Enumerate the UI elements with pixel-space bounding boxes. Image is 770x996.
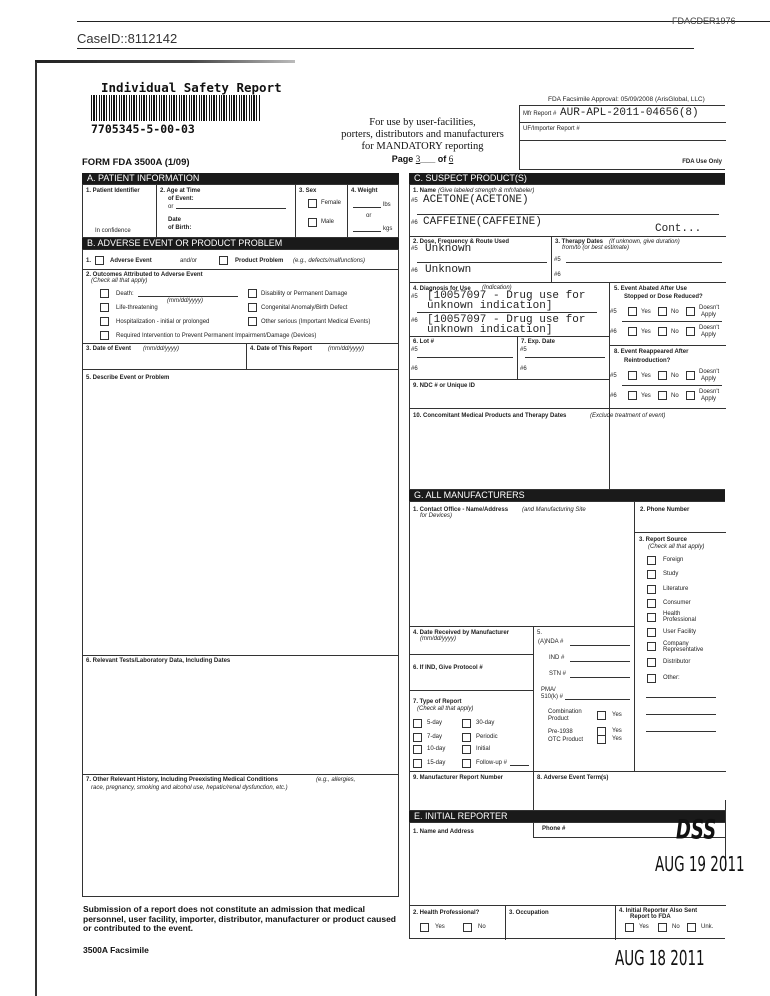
type-15day-checkbox[interactable] (413, 759, 422, 768)
tag-6: #6 (411, 220, 418, 226)
divider (615, 905, 616, 940)
doesnt-label: Doesn't (699, 389, 720, 395)
yes-label: Yes (641, 373, 651, 379)
abated-6-doesnt-apply[interactable] (686, 327, 695, 336)
unk-label: Unk. (701, 924, 714, 930)
source-health-professional-checkbox[interactable] (647, 613, 656, 622)
yes-label: Yes (435, 924, 445, 930)
age-input[interactable] (176, 208, 286, 209)
name-address-label: 1. Name and Address (413, 829, 474, 835)
phone-number-label: 2. Phone Number (640, 507, 690, 513)
case-id: CaseID::8112142 (77, 31, 178, 46)
protocol-label: 6. If IND, Give Protocol # (413, 665, 483, 671)
source-consumer-label: Consumer (663, 600, 691, 606)
other-history-hint-1: (e.g., allergies, (316, 777, 356, 783)
suspect-product-box (409, 184, 725, 490)
other-line-2[interactable] (646, 714, 716, 715)
other-history-field[interactable] (85, 795, 396, 895)
tag-6: #6 (520, 366, 527, 372)
product-6-diagnosis-1[interactable]: [10057097 - Drug use for (427, 314, 586, 326)
date-of-report-label: 4. Date of This Report (250, 346, 313, 352)
type-of-report-label: 7. Type of Report (413, 699, 462, 705)
divider (517, 336, 518, 379)
type-10day-checkbox[interactable] (413, 745, 422, 754)
divider (634, 741, 635, 771)
type-initial-checkbox[interactable] (462, 745, 471, 754)
source-study-label: Study (663, 571, 679, 577)
male-checkbox[interactable] (308, 218, 317, 227)
type-initial-label: Initial (476, 746, 491, 752)
source-user-facility-checkbox[interactable] (647, 628, 656, 637)
age-label: 2. Age at Time (160, 188, 201, 194)
concomitant-hint: (Exclude treatment of event) (590, 413, 666, 419)
describe-event-label: 5. Describe Event or Problem (86, 375, 170, 381)
yes-label: Yes (612, 728, 622, 734)
abated-6-no[interactable] (658, 327, 667, 336)
no-label: No (671, 393, 679, 399)
relevant-tests-field[interactable] (85, 668, 396, 773)
divider (410, 379, 609, 380)
divider (505, 905, 506, 940)
item5-label: 5. (537, 630, 543, 636)
divider (410, 626, 634, 627)
product-6-name[interactable]: CAFFEINE(CAFFEINE) (423, 216, 542, 228)
received-stamp-2: AUG 18 2011 (615, 946, 705, 971)
therapy-5-input[interactable] (566, 262, 722, 263)
divider (609, 345, 726, 346)
continued-label: Cont... (655, 223, 702, 235)
form-id: FORM FDA 3500A (1/09) (82, 157, 190, 168)
divider (83, 369, 398, 370)
page-top-edge (35, 60, 295, 63)
weight-kgs-input[interactable] (353, 231, 381, 232)
page-total: 6 (448, 154, 454, 164)
source-company-rep-checkbox[interactable] (647, 642, 656, 651)
section-g-header: G. ALL MANUFACTURERS (409, 490, 725, 501)
page-current: 3 (415, 154, 421, 164)
divider (622, 385, 722, 386)
divider (83, 343, 398, 344)
disability-checkbox[interactable] (248, 289, 257, 298)
death-checkbox[interactable] (100, 289, 109, 298)
no-label: No (672, 924, 680, 930)
therapy-hint: (If unknown, give duration) (609, 239, 680, 245)
type-15day-label: 15-day (427, 760, 446, 766)
approval-note: FDA Facsimile Approval: 05/09/2008 (ArisGlobal, LLC) (548, 96, 705, 103)
also-sent-label-2: Report to FDA (630, 914, 671, 920)
contact-office-hint-2: for Devices) (420, 513, 453, 519)
header-rule-top (77, 21, 770, 22)
tag-5: #5 (554, 257, 561, 263)
product-problem-hint: (e.g., defects/malfunctions) (293, 258, 366, 264)
concomitant-label: 10. Concomitant Medical Products and Therapy Dates (413, 413, 567, 419)
product-problem-label: Product Problem (235, 258, 284, 264)
doesnt-label: Doesn't (699, 305, 720, 311)
patient-identifier-label: 1. Patient Identifier (86, 188, 140, 194)
hospitalization-checkbox[interactable] (100, 317, 109, 326)
followup-number-input[interactable] (510, 765, 529, 766)
reappeared-5-doesnt-apply[interactable] (686, 371, 695, 380)
product-label: Product (548, 716, 569, 722)
adverse-event-checkbox[interactable] (95, 256, 104, 265)
abated-6-yes[interactable] (628, 327, 637, 336)
type-30day-checkbox[interactable] (462, 719, 471, 728)
corner-code: FDACDER1976 (672, 16, 736, 26)
type-10day-label: 10-day (427, 746, 446, 752)
usage-line-3: for MANDATORY reporting (361, 141, 484, 152)
product-problem-checkbox[interactable] (219, 256, 228, 265)
page-left-edge (35, 62, 37, 996)
sex-label: 3. Sex (299, 188, 317, 194)
required-intervention-label: Required Intervention to Prevent Permanent Impairment/Damage (Devices) (116, 333, 317, 339)
occupation-label: 3. Occupation (509, 910, 549, 916)
page-indicator: Page 3___ of 6 (391, 154, 454, 164)
health-prof-no-checkbox[interactable] (463, 923, 472, 932)
divider (417, 214, 719, 215)
divider (410, 336, 609, 337)
divider (417, 262, 547, 263)
tag-5: #5 (411, 246, 418, 252)
mfr-report-value[interactable]: AUR-APL-2011-04656(8) (560, 107, 699, 119)
name-hint: (Give labeled strength & mfr/labeler) (438, 188, 535, 194)
disclaimer: Submission of a report does not constitute an admission that medical personnel, user facility, importer, distributor, manufacturer or product caused or contributed to the event. (83, 904, 396, 933)
page-of: of (437, 154, 447, 164)
divider (533, 626, 534, 742)
source-consumer-checkbox[interactable] (647, 599, 656, 608)
source-health-professional-label: Health Professional (663, 611, 697, 623)
ind-label: IND # (549, 655, 565, 661)
product-5-dose[interactable]: Unknown (425, 243, 472, 255)
also-sent-label-1: 4. Initial Reporter Also Sent (619, 908, 698, 914)
type-followup-label: Follow-up # (476, 760, 508, 766)
weight-or: or (366, 213, 372, 219)
or-label: or (168, 204, 174, 210)
also-sent-yes-checkbox[interactable] (625, 923, 634, 932)
also-sent-no-checkbox[interactable] (658, 923, 667, 932)
source-literature-label: Literature (663, 586, 689, 592)
relevant-tests-label: 6. Relevant Tests/Laboratory Data, Including Dates (86, 658, 231, 664)
lot-label: 6. Lot # (413, 339, 435, 345)
divider (417, 312, 597, 313)
outcomes-hint: (Check all that apply) (91, 278, 148, 284)
otc-yes-checkbox[interactable] (597, 735, 606, 744)
abated-5-no[interactable] (658, 307, 667, 316)
apply-label: Apply (701, 376, 717, 382)
510k-label: 510(k) # (541, 694, 564, 700)
female-label: Female (321, 200, 342, 206)
tag-6: #6 (411, 366, 418, 372)
source-company-rep-label: Company Representative (663, 641, 704, 653)
health-professional-label: 2. Health Professional? (413, 910, 480, 916)
reappeared-label-2: Reintroduction? (624, 358, 671, 364)
exp-5-input[interactable] (525, 357, 605, 358)
life-threatening-label: Life-threatening (116, 305, 158, 311)
tag-6: #6 (610, 329, 617, 335)
hospitalization-label: Hospitalization - initial or prolonged (116, 319, 210, 325)
type-followup-checkbox[interactable] (462, 759, 471, 768)
death-date-input[interactable] (138, 296, 238, 297)
yes-label: Yes (641, 329, 651, 335)
usage-note (330, 117, 515, 165)
apply-label: Apply (701, 396, 717, 402)
dss-stamp: DSS (676, 813, 717, 846)
barcode-number: 7705345-5-00-03 (91, 122, 195, 136)
page-label: Page (391, 154, 414, 164)
lbs-label: lbs (383, 202, 391, 208)
dob-sub: of Birth: (168, 225, 192, 231)
divider (410, 282, 726, 283)
divider (295, 185, 296, 238)
type-of-report-hint: (Check all that apply) (417, 706, 474, 712)
divider (533, 771, 534, 811)
header-rule-bottom (77, 48, 694, 49)
source-literature-checkbox[interactable] (647, 585, 656, 594)
ndc-label: 9. NDC # or Unique ID (413, 383, 476, 389)
type-5day-checkbox[interactable] (413, 719, 422, 728)
barcode (91, 95, 261, 121)
tag-5: #5 (411, 198, 418, 204)
other-line-1[interactable] (646, 697, 716, 698)
stn-input[interactable] (570, 677, 630, 678)
male-label: Male (321, 219, 335, 225)
pre1938-label: Pre-1938 (548, 729, 573, 735)
divider (634, 502, 635, 742)
source-other-label: Other: (663, 675, 680, 681)
health-prof-yes-checkbox[interactable] (420, 923, 429, 932)
other-serious-checkbox[interactable] (248, 317, 257, 326)
and-or-label: and/or (180, 258, 198, 264)
doesnt-label: Doesn't (699, 325, 720, 331)
mfr-report-box (519, 105, 725, 170)
phone-label: Phone # (542, 826, 566, 832)
divider (533, 741, 534, 771)
tag-5: #5 (520, 347, 527, 353)
therapy-hint-2: from/to (or best estimate) (562, 245, 630, 251)
tag-5: #5 (411, 294, 418, 300)
name-label: 1. Name (413, 188, 437, 194)
barcode-title: Individual Safety Report (101, 80, 282, 95)
mfr-report-row (520, 106, 726, 123)
divider (156, 185, 157, 238)
tag-5: #5 (411, 347, 418, 353)
date-received-hint: (mm/dd/yyyy) (420, 636, 456, 642)
patient-info-box (82, 184, 399, 238)
divider (410, 771, 726, 772)
required-intervention-checkbox[interactable] (100, 331, 109, 340)
fda-use-only: FDA Use Only (682, 159, 722, 165)
no-label: No (478, 924, 486, 930)
tag-5: #5 (610, 373, 617, 379)
yes-label: Yes (639, 924, 649, 930)
divider (410, 408, 726, 409)
no-label: No (671, 309, 679, 315)
date-of-event-hint: (mm/dd/yyyy) (143, 346, 179, 352)
tag-6: #6 (411, 268, 418, 274)
divider (533, 823, 534, 837)
other-history-hint-2: race, pregnancy, smoking and alcohol use, hepatic/renal dysfunction, etc.) (91, 785, 288, 791)
usage-line-2: porters, distributors and manufacturers (341, 129, 504, 140)
other-line-3[interactable] (646, 731, 716, 732)
divider (410, 905, 726, 906)
product-5-diagnosis-1[interactable]: [10057097 - Drug use for (427, 290, 586, 302)
combination-yes-checkbox[interactable] (597, 711, 606, 720)
abated-label-2: Stopped or Dose Reduced? (624, 294, 703, 300)
abated-5-yes[interactable] (628, 307, 637, 316)
product-6-dose[interactable]: Unknown (425, 264, 472, 276)
abated-label-1: 5. Event Abated After Use (614, 286, 687, 292)
life-threatening-checkbox[interactable] (100, 303, 109, 312)
type-periodic-label: Periodic (476, 734, 498, 740)
doesnt-label: Doesn't (699, 369, 720, 375)
source-other-checkbox[interactable] (647, 674, 656, 683)
concomitant-field[interactable] (412, 423, 722, 489)
diagnosis-hint: (Indication) (482, 285, 512, 291)
divider (83, 774, 398, 775)
combination-label: Combination (548, 709, 582, 715)
outcomes-label: 2. Outcomes Attributed to Adverse Event (86, 272, 203, 278)
source-distributor-checkbox[interactable] (647, 658, 656, 667)
disability-label: Disability or Permanent Damage (261, 291, 348, 297)
yes-label: Yes (612, 736, 622, 742)
mfr-report-label: Mfr Report # (523, 111, 557, 117)
divider (410, 236, 726, 237)
patient-identifier-value: In confidence (95, 228, 131, 234)
product-5-diagnosis-2[interactable]: unknown indication] (427, 300, 553, 312)
source-user-facility-label: User Facility (663, 629, 697, 635)
tag-6: #6 (610, 393, 617, 399)
date-received-label: 4. Date Received by Manufacturer (413, 630, 510, 636)
source-study-checkbox[interactable] (647, 570, 656, 579)
type-5day-label: 5-day (427, 720, 443, 726)
female-checkbox[interactable] (308, 199, 317, 208)
weight-lbs-input[interactable] (353, 207, 381, 208)
section-c-header: C. SUSPECT PRODUCT(S) (409, 173, 725, 184)
reappeared-6-no[interactable] (658, 391, 667, 400)
congenital-label: Congenital Anomaly/Birth Defect (261, 305, 348, 311)
type-7day-label: 7-day (427, 734, 443, 740)
date-of-event-label: 3. Date of Event (86, 346, 132, 352)
divider (83, 655, 398, 656)
diagnosis-label: 4. Diagnosis for Use (413, 286, 471, 292)
contact-office-hint-1: (and Manufacturing Site (522, 507, 586, 513)
age-sub: of Event: (168, 196, 194, 202)
section-a-header: A. PATIENT INFORMATION (82, 173, 399, 184)
section-b-header: B. ADVERSE EVENT OR PRODUCT PROBLEM (82, 238, 399, 249)
product-6-diagnosis-2[interactable]: unknown indication] (427, 324, 553, 336)
tag-5: #5 (610, 309, 617, 315)
divider (622, 321, 722, 322)
tag-6: #6 (411, 318, 418, 324)
yes-label: Yes (612, 712, 622, 718)
divider (83, 269, 398, 270)
congenital-checkbox[interactable] (248, 303, 257, 312)
uf-importer-label: UF/Importer Report # (523, 126, 580, 132)
describe-event-field[interactable] (85, 385, 396, 655)
other-history-label: 7. Other Relevant History, Including Preexisting Medical Conditions (86, 777, 278, 783)
divider (634, 532, 726, 533)
also-sent-unk-checkbox[interactable] (687, 923, 696, 932)
exp-date-label: 7. Exp. Date (521, 339, 556, 345)
reappeared-6-doesnt-apply[interactable] (686, 391, 695, 400)
divider (347, 185, 348, 238)
no-label: No (671, 373, 679, 379)
other-serious-label: Other serious (Important Medical Events) (261, 319, 371, 325)
date-of-report-hint: (mm/dd/yyyy) (328, 346, 364, 352)
reappeared-label-1: 8. Event Reappeared After (614, 349, 689, 355)
mfr-report-number-label: 9. Manufacturer Report Number (413, 775, 504, 781)
apply-label: Apply (701, 312, 717, 318)
reappeared-6-yes[interactable] (628, 391, 637, 400)
weight-label: 4. Weight (351, 188, 378, 194)
death-label: Death: (116, 291, 134, 297)
no-label: No (671, 329, 679, 335)
stn-label: STN # (549, 671, 567, 677)
usage-line-1: For use by user-facilities, (369, 117, 476, 128)
pma-label: PMA/ (541, 687, 556, 693)
report-source-hint: (Check all that apply) (648, 544, 705, 550)
source-distributor-label: Distributor (663, 659, 691, 665)
apply-label: Apply (701, 332, 717, 338)
adverse-event-box (82, 249, 399, 897)
divider (246, 343, 247, 369)
abated-5-doesnt-apply[interactable] (686, 307, 695, 316)
item1-num: 1. (86, 258, 92, 264)
yes-label: Yes (641, 393, 651, 399)
contact-office-label: 1. Contact Office - Name/Address (413, 507, 509, 513)
anda-input[interactable] (570, 645, 630, 646)
tag-6: #6 (554, 272, 561, 278)
divider (551, 236, 552, 282)
divider (410, 690, 533, 691)
section-e-header: E. INITIAL REPORTER (409, 811, 725, 822)
510k-input[interactable] (565, 699, 630, 700)
ae-terms-label: 8. Adverse Event Term(s) (537, 775, 609, 781)
reappeared-5-no[interactable] (658, 371, 667, 380)
lot-5-input[interactable] (417, 357, 513, 358)
divider (410, 654, 533, 655)
anda-label: (A)NDA # (538, 639, 564, 645)
yes-label: Yes (641, 309, 651, 315)
otc-label: OTC Product (548, 737, 584, 743)
product-5-name[interactable]: ACETONE(ACETONE) (423, 194, 529, 206)
dob-label: Date (168, 217, 182, 223)
adverse-event-label: Adverse Event (110, 258, 152, 264)
ind-input[interactable] (570, 661, 630, 662)
report-source-label: 3. Report Source (639, 537, 688, 543)
death-date-hint: (mm/dd/yyyy) (167, 298, 203, 304)
received-stamp-1: AUG 19 2011 (655, 852, 745, 877)
kgs-label: kgs (383, 226, 393, 232)
facsimile-label: 3500A Facsimile (83, 945, 149, 955)
source-foreign-label: Foreign (663, 557, 684, 563)
uf-importer-row (520, 123, 726, 141)
reappeared-5-yes[interactable] (628, 371, 637, 380)
therapy-label: 3. Therapy Dates (555, 239, 604, 245)
type-30day-label: 30-day (476, 720, 495, 726)
source-foreign-checkbox[interactable] (647, 556, 656, 565)
dose-label: 2. Dose, Frequency & Route Used (413, 239, 510, 245)
